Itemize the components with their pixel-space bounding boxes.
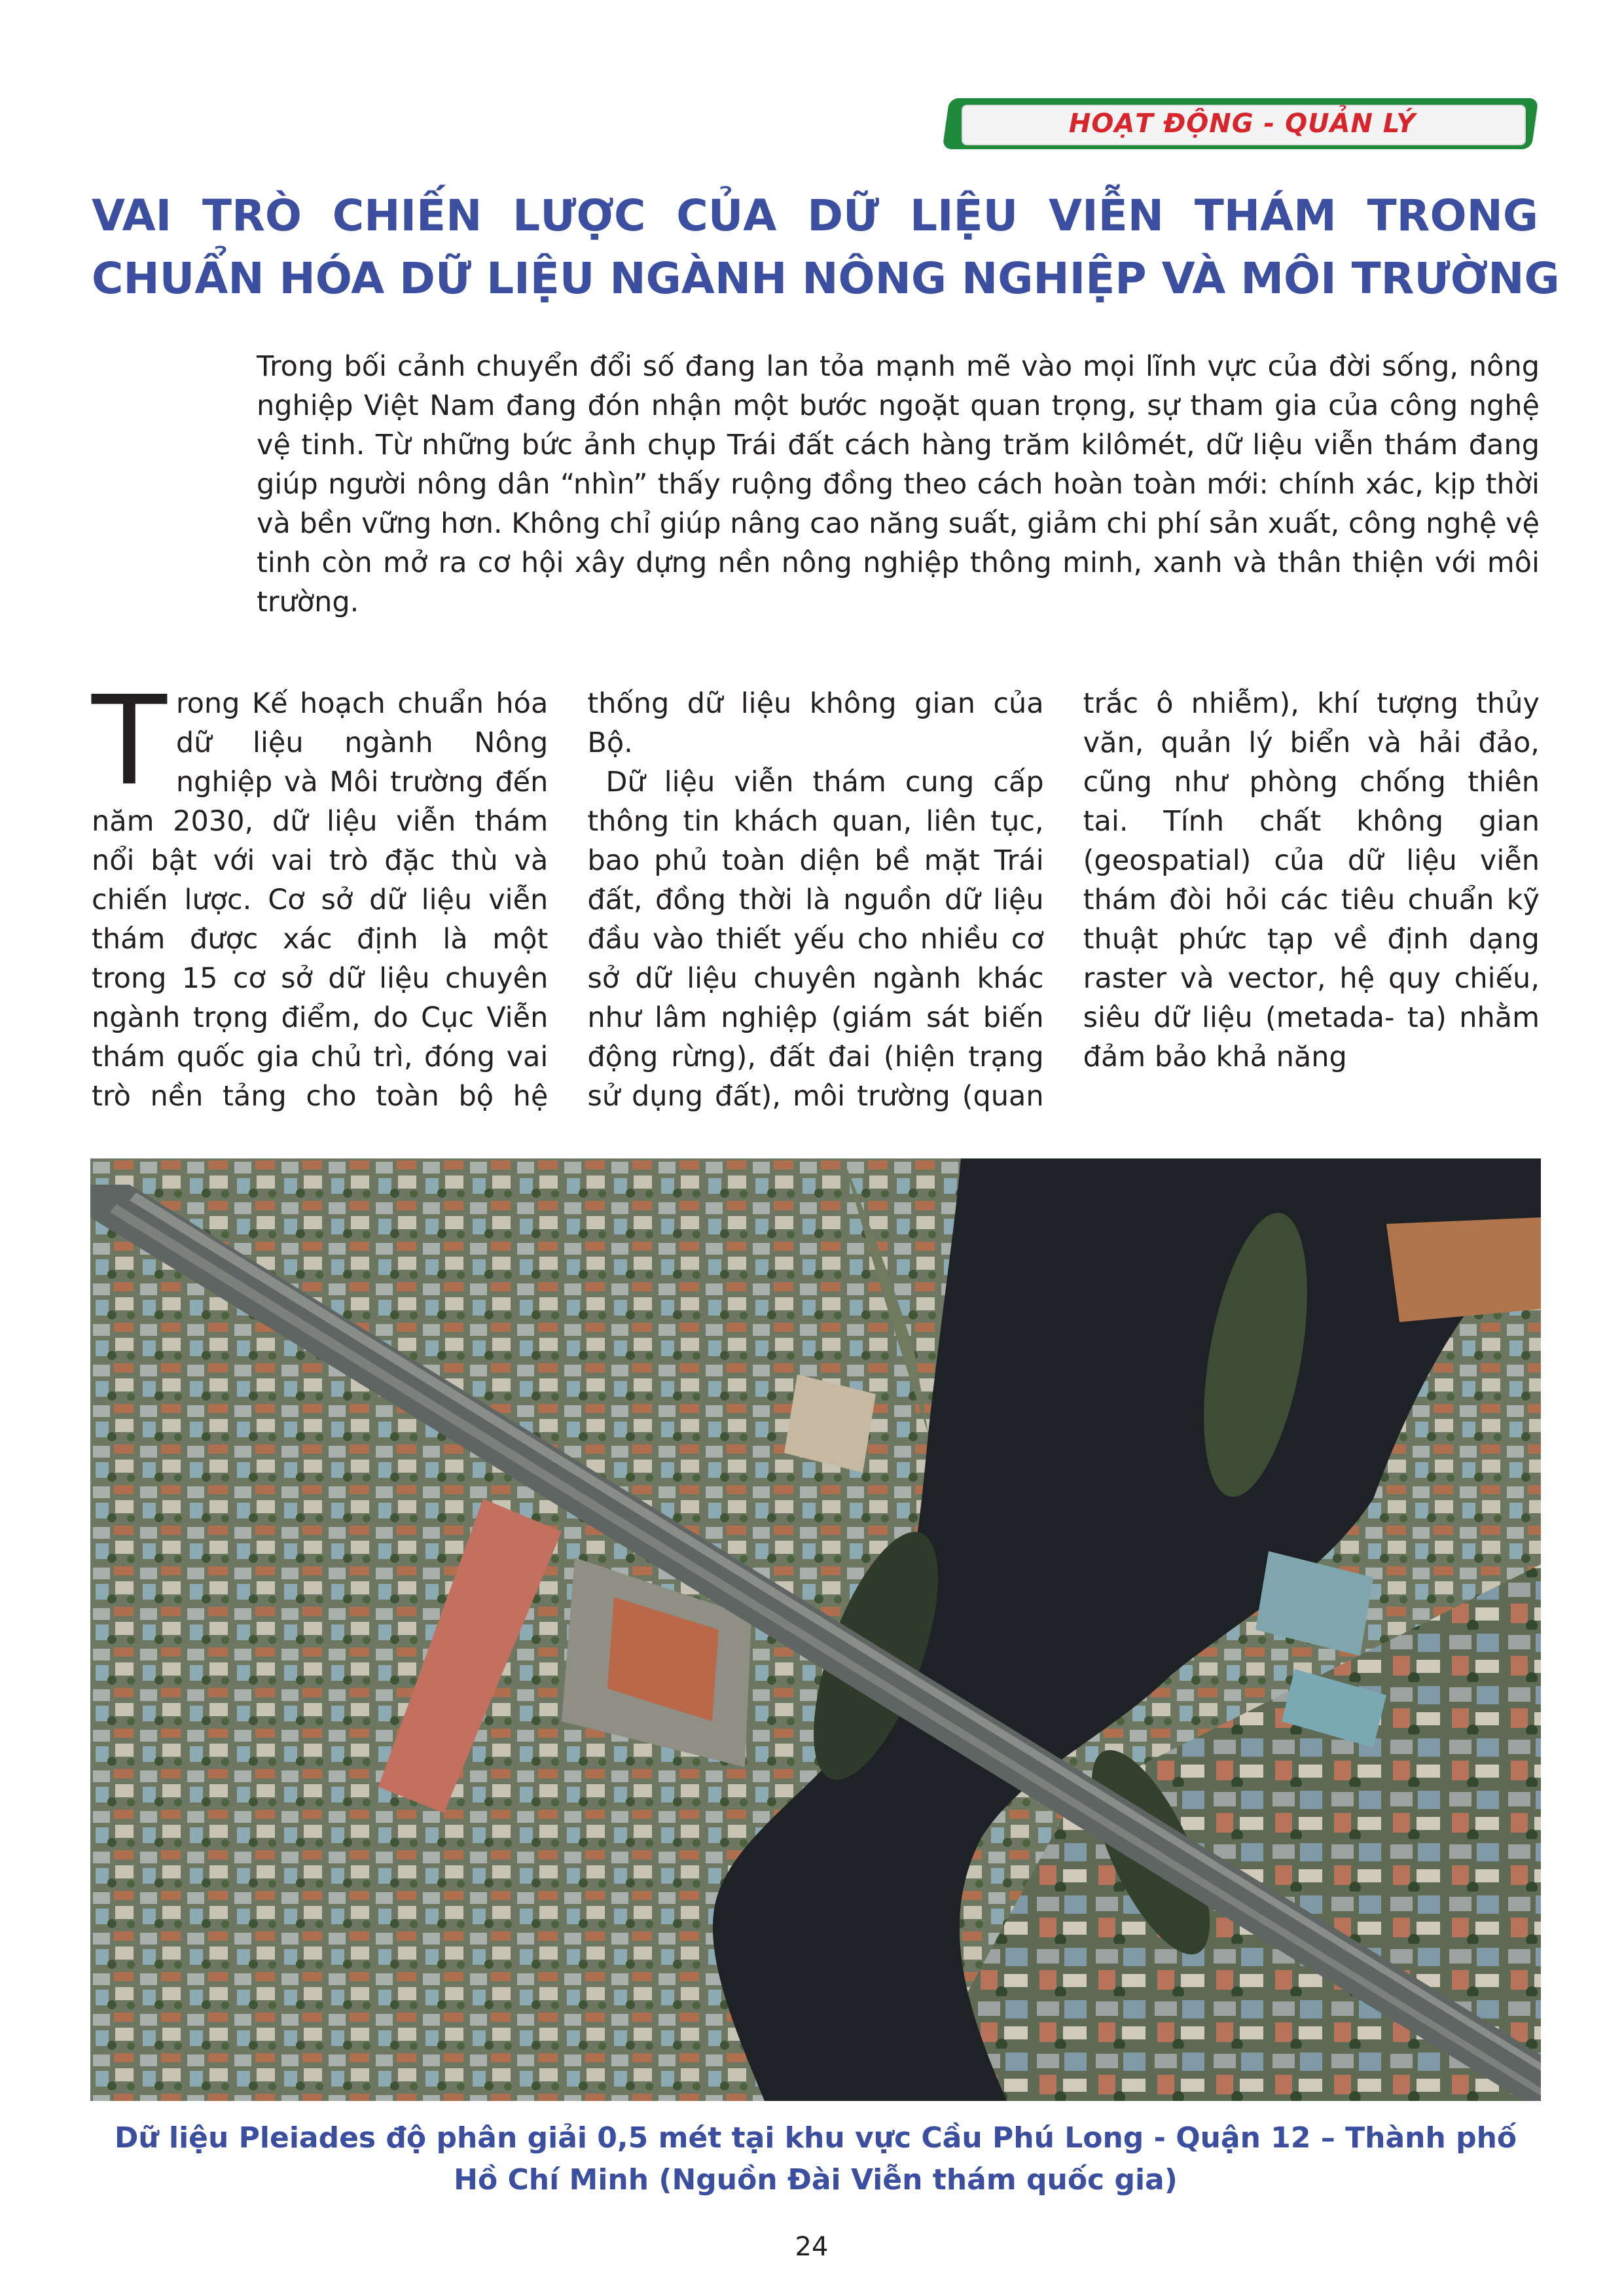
article-body: [92, 670, 1540, 1122]
section-tab: [946, 98, 1535, 149]
article-title: [92, 185, 1560, 310]
image-caption: Dữ liệu Pleiades độ phân giải 0,5 mét tại khu vực Cầu Phú Long - Quận 12 – Thành phố Hồ Chí Minh (Nguồn Đài Viễn thám quốc gia): [114, 2121, 1517, 2197]
drop-cap: T: [92, 670, 167, 813]
satellite-image-drawing: [90, 1158, 1541, 2101]
satellite-image: [90, 1158, 1541, 2101]
article-title-line-2: CHUẨN HÓA DỮ LIỆU NGÀNH NÔNG NGHIỆP VÀ MÔI TRƯỜNG: [92, 253, 1560, 304]
body-paragraph-2: Dữ liệu viễn thám cung cấp thông tin khách quan, liên tục, bao phủ toàn diện bề mặt Trái đất, đồng thời là nguồn dữ liệu đầu vào thiết yếu cho nhiều cơ sở dữ liệu chuyên ngành khác như lâm nghiệp (giám sát biến động rừng), đất đai (hiện trạng sử dụng đất), môi trường (quan trắc ô nhiễm), khí tượng thủy văn, quản lý biển và hải đảo, cũng như phòng chống thiên tai. Tính chất không gian (geospatial) của dữ liệu viễn thám đòi hỏi các tiêu chuẩn kỹ thuật phức tạp về định dạng raster và vector, hệ quy chiếu, siêu dữ liệu (metada- ta) nhằm đảm bảo khả năng: [587, 687, 1540, 1113]
body-paragraph-1-text: rong Kế hoạch chuẩn hóa dữ liệu ngành Nông nghiệp và Môi trường đến năm 2030, dữ liệu viễn thám nổi bật với vai trò đặc thù và chiến lược. Cơ sở dữ liệu viễn thám được xác định là một trong 15 cơ sở dữ liệu chuyên ngành trọng điểm, do Cục Viễn thám quốc gia chủ trì, đóng vai trò nền tảng cho toàn bộ hệ thống dữ liệu không gian của Bộ.: [92, 687, 1044, 1113]
page-number: 24: [795, 2232, 829, 2262]
article-title-line-1: VAI TRÒ CHIẾN LƯỢC CỦA DỮ LIỆU VIỄN THÁM TRONG: [92, 190, 1538, 241]
article-lead: Trong bối cảnh chuyển đổi số đang lan tỏa mạnh mẽ vào mọi lĩnh vực của đời sống, nông nghiệp Việt Nam đang đón nhận một bước ngoặt quan trọng, sự tham gia của công nghệ vệ tinh. Từ những bức ảnh chụp Trái đất cách hàng trăm kilômét, dữ liệu viễn thám đang giúp người nông dân “nhìn” thấy ruộng đồng theo cách hoàn toàn mới: chính xác, kịp thời và bền vững hơn. Không chỉ giúp nâng cao năng suất, giảm chi phí sản xuất, công nghệ vệ tinh còn mở ra cơ hội xây dựng nền nông nghiệp thông minh, xanh và thân thiện với môi trường.: [257, 350, 1540, 619]
section-label: HOẠT ĐỘNG - QUẢN LÝ: [1068, 109, 1416, 139]
